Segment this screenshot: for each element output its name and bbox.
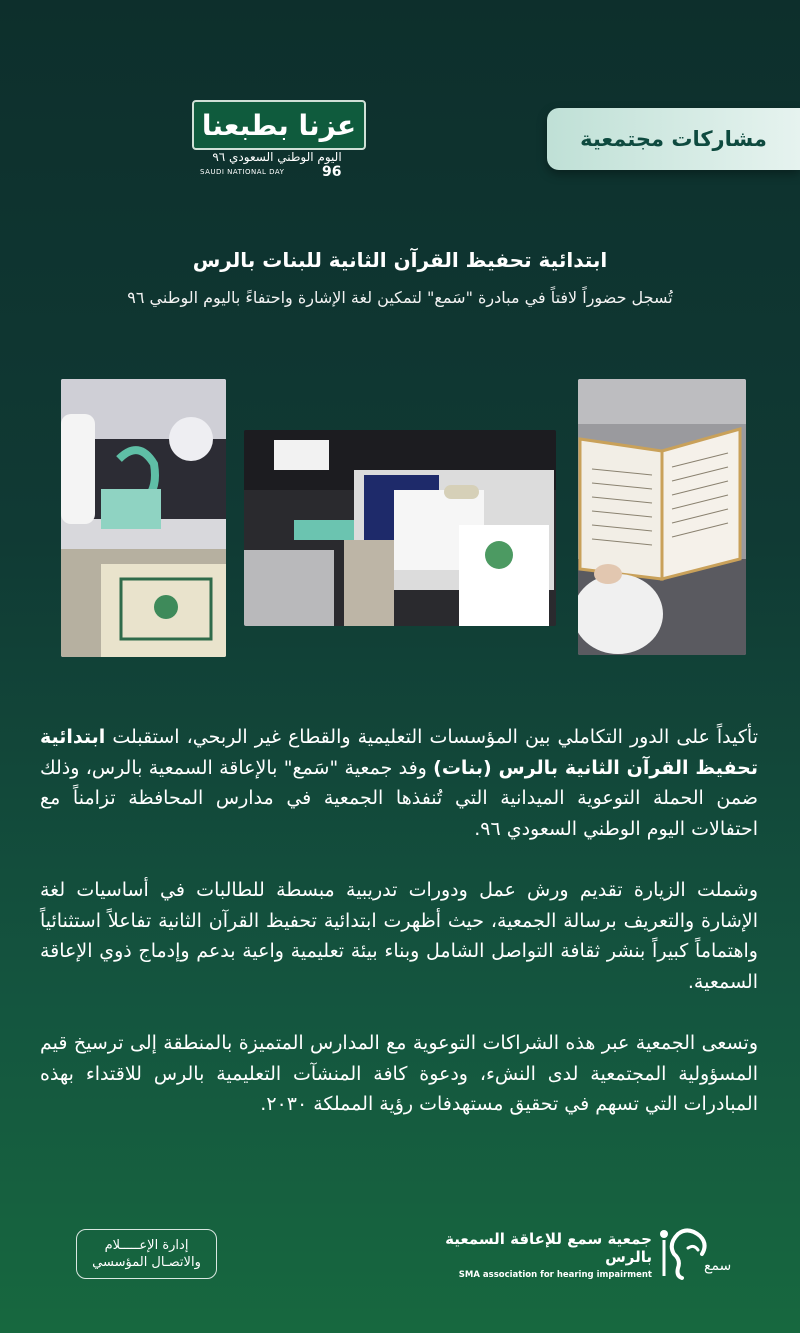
school-name-bold: ابتدائية تحفيظ القرآن الثانية بالرس (بنات)	[40, 726, 759, 779]
campaign-logo-number: 96	[322, 164, 342, 180]
photo-table-materials	[244, 430, 556, 626]
article-paragraph-2: وشملت الزيارة تقديم ورش عمل ودورات تدريبية مبسطة للطالبات في أساسيات لغة الإشارة والتعريف برسالة الجمعية، حيث أظهرت ابتدائية تحفيظ القرآن الثانية تفاعلاً استثنائياً واهتماماً كبيراً بنشر ثقافة التواصل الشامل وبناء بيئة تعليمية واعية بدعم وإدماج ذوي الإعاقة السمعية.	[40, 879, 758, 993]
category-badge	[547, 108, 800, 170]
article-body	[40, 722, 758, 1151]
campaign-logo	[192, 100, 366, 150]
campaign-logo-main: عزنا بطبعنا	[201, 108, 357, 142]
article-subtitle: تُسجل حضوراً لافتاً في مبادرة "سَمع" لتمكين لغة الإشارة واحتفاءً باليوم الوطني ٩٦	[127, 288, 673, 307]
category-badge-label: مشاركات مجتمعية	[580, 127, 767, 151]
organization-name-en: SMA association for hearing impairment	[458, 1270, 652, 1280]
photo-booth-display	[61, 379, 226, 657]
organization-name	[420, 1230, 652, 1280]
org-logo-text: سمع	[704, 1258, 732, 1274]
department-line-2: والاتصـال المؤسسي	[92, 1255, 201, 1270]
campaign-logo-sub: اليوم الوطني السعودي ٩٦	[212, 150, 342, 164]
department-badge	[76, 1229, 217, 1279]
hearing-ear-logo-icon	[652, 1226, 732, 1284]
campaign-logo-en: SAUDI NATIONAL DAY	[200, 168, 285, 176]
department-line-1: إدارة الإعـــــلام	[104, 1238, 189, 1253]
organization-name-ar: جمعية سمع للإعاقة السمعية بالرس	[445, 1230, 652, 1266]
article-paragraph-3: وتسعى الجمعية عبر هذه الشراكات التوعوية مع المدارس المتميزة بالمنطقة إلى ترسيخ قيم المسؤولية المجتمعية لدى النشء، ودعوة كافة المنشآت التعليمية بالرس للاقتداء بهذه المبادرات التي تسهم في تحقيق مستهدفات رؤية المملكة ٢٠٣٠.	[40, 1032, 758, 1115]
article-paragraph-1: تأكيداً على الدور التكاملي بين المؤسسات التعليمية والقطاع غير الربحي، استقبلت ابتدائية تحفيظ القرآن الثانية بالرس (بنات) وفد جمعية "سَمع" بالإعاقة السمعية بالرس، وذلك ضمن الحملة التوعوية الميدانية التي تُنفذها الجمعية في مدارس المحافظة تزامناً مع احتفالات اليوم الوطني السعودي ٩٦.	[40, 726, 759, 840]
article-title: ابتدائية تحفيظ القرآن الثانية للبنات بالرس	[192, 248, 608, 272]
photo-quran-book	[578, 379, 746, 655]
